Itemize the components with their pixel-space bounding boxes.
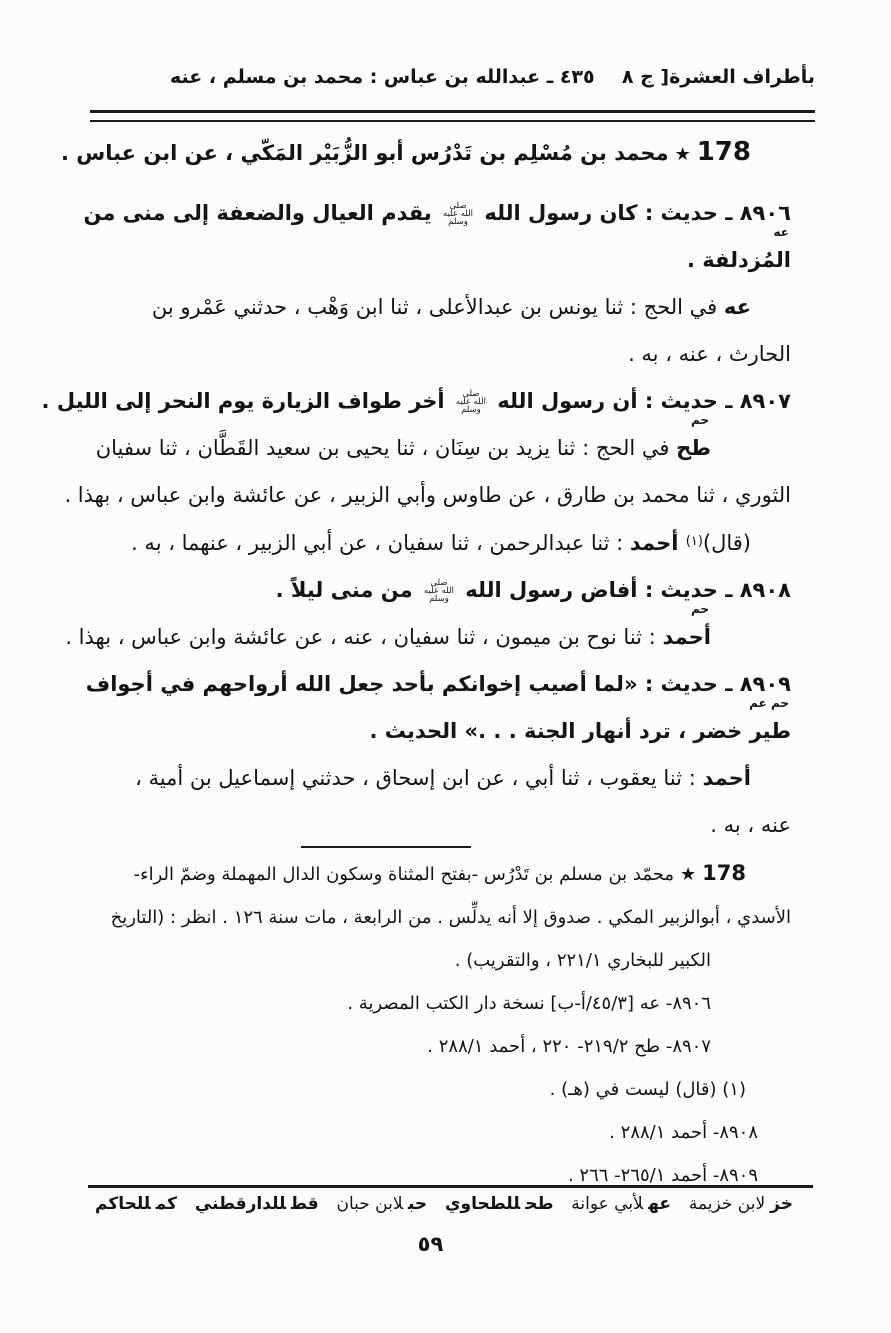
hadith-8908-isnad: حم أحمد : ثنا نوح بن ميمون ، ثنا سفيان ، عنه ، عن عائشة وابن عباس ، بهذا . (95, 619, 791, 655)
header-book-title: بأطراف العشرة[ ج ٨ (621, 66, 815, 88)
star-icon: ★ (680, 864, 697, 885)
rumuz-superscript: حم (690, 413, 709, 427)
hadith-8908-matn: ٨٩٠٨ ـ حديث : أفاض رسول الله صلى الله عليه وسلم من منى ليلاً . (275, 578, 791, 604)
hadith-8907-isnad: حم طح في الحج : ثنا يزيد بن سِنَان ، ثنا يحيى بن سعيد القَطَّان ، ثنا سفيان (95, 430, 791, 466)
footnote-line: ٨٩٠٨- أحمد ٢٨٨/١ . (609, 1122, 758, 1143)
entry-title-text: محمد بن مُسْلِم بن تَدْرُس أبو الزُّبَيْر المَكّي ، عن ابن عباس . (60, 141, 669, 165)
footnote-line: 178★محمّد بن مسلم بن تَدْرُس -بفتح المثناة وسكون الدال المهملة وضمّ الراء- (133, 861, 746, 885)
hadith-8906-matn-cont: عه المُزدلفة . (686, 225, 791, 272)
footnote-line: (١) (قال) ليست في (هـ) . (549, 1079, 746, 1100)
abbrev-item: خزلابن خزيمة (688, 1194, 793, 1214)
abbrev-item: طحللطحاوي (444, 1194, 554, 1214)
abbrev-item: حبلابن حبان (336, 1194, 428, 1214)
saw-ligature-icon: صلى الله عليه وسلم (455, 389, 486, 415)
running-header (92, 66, 815, 88)
page-number: ٥٩ (417, 1232, 444, 1256)
saw-ligature-icon: صلى الله عليه وسلم (423, 578, 454, 604)
hadith-8907-isnad-cont: الثوري ، ثنا محمد بن طارق ، عن طاوس وأبي الزبير ، عن عائشة وابن عباس ، بهذا . (64, 483, 791, 507)
header-chapter-title: ٤٣٥ ـ عبدالله بن عباس : محمد بن مسلم ، عنه (170, 66, 595, 88)
entry-number: 178 (696, 137, 751, 167)
hadith-8907-matn: ٨٩٠٧ ـ حديث : أن رسول الله صلى الله عليه وسلم أخر طواف الزيارة يوم النحر إلى الليل . (41, 389, 791, 415)
saw-ligature-icon: صلى الله عليه وسلم (443, 201, 474, 227)
footnote-separator-rule (301, 846, 471, 848)
hadith-8909-matn: ٨٩٠٩ ـ حديث : «لما أصيب إخوانكم بأحد جعل الله أرواحهم في أجواف (85, 672, 791, 696)
hadith-8909-isnad-cont: عنه ، به . (710, 813, 791, 837)
main-text-column (41, 134, 791, 854)
rumuz-superscript: حم عم (749, 696, 789, 710)
abbreviation-key-row (95, 1194, 793, 1214)
abbrev-item: كمللحاكم (95, 1194, 178, 1214)
hadith-8909-matn-cont: حم عم طير خضر ، ترد أنهار الجنة . . .» الحديث . (369, 696, 791, 743)
hadith-8906-isnad: عه في الحج : ثنا يونس بن عبدالأعلى ، ثنا ابن وَهْب ، حدثني عَمْرو بن (151, 295, 751, 319)
footnote-line: ٨٩٠٦- عه [٤٥/٣/أ-ب] نسخة دار الكتب المصرية . (347, 993, 711, 1014)
footnote-reference: (١) (685, 534, 703, 549)
narrator-entry-title (60, 134, 791, 173)
abbrev-item: قطللدارقطني (194, 1194, 319, 1214)
footnote-line: ٨٩٠٩- أحمد ٢٦٥/١- ٢٦٦ . (567, 1165, 758, 1186)
footnote-line: ٨٩٠٧- طح ٢١٩/٢- ٢٢٠ ، أحمد ٢٨٨/١ . (427, 1036, 711, 1057)
footnote-line: الأسدي ، أبوالزبير المكي . صدوق إلا أنه يدلِّس . من الرابعة ، مات سنة ١٢٦ . انظر : (التاريخ (110, 907, 791, 928)
header-double-rule (90, 110, 815, 122)
footnote-entry-number: 178 (702, 861, 746, 885)
footnote-line: الكبير للبخاري ٢٢١/١ ، والتقريب) . (454, 950, 711, 971)
footnotes-block (95, 846, 791, 1204)
hadith-8907-isnad-ahmad: (قال)$^{(١)}$ أحمد : ثنا عبدالرحمن ، ثنا سفيان ، عن أبي الزبير ، عنهما ، به . (131, 531, 751, 555)
rumuz-superscript: عه (773, 225, 789, 239)
hadith-8906-isnad-cont: الحارث ، عنه ، به . (628, 342, 791, 366)
star-icon: ★ (674, 144, 691, 165)
abbrev-item: عهلأبي عوانة (571, 1194, 672, 1214)
hadith-8909-isnad: أحمد : ثنا يعقوب ، ثنا أبي ، عن ابن إسحاق ، حدثني إسماعيل بن أمية ، (135, 766, 751, 790)
rumuz-superscript: حم (690, 602, 709, 616)
bottom-rule (88, 1185, 813, 1188)
hadith-8906-matn: ٨٩٠٦ ـ حديث : كان رسول الله صلى الله عليه وسلم يقدم العيال والضعفة إلى منى من (83, 201, 791, 227)
